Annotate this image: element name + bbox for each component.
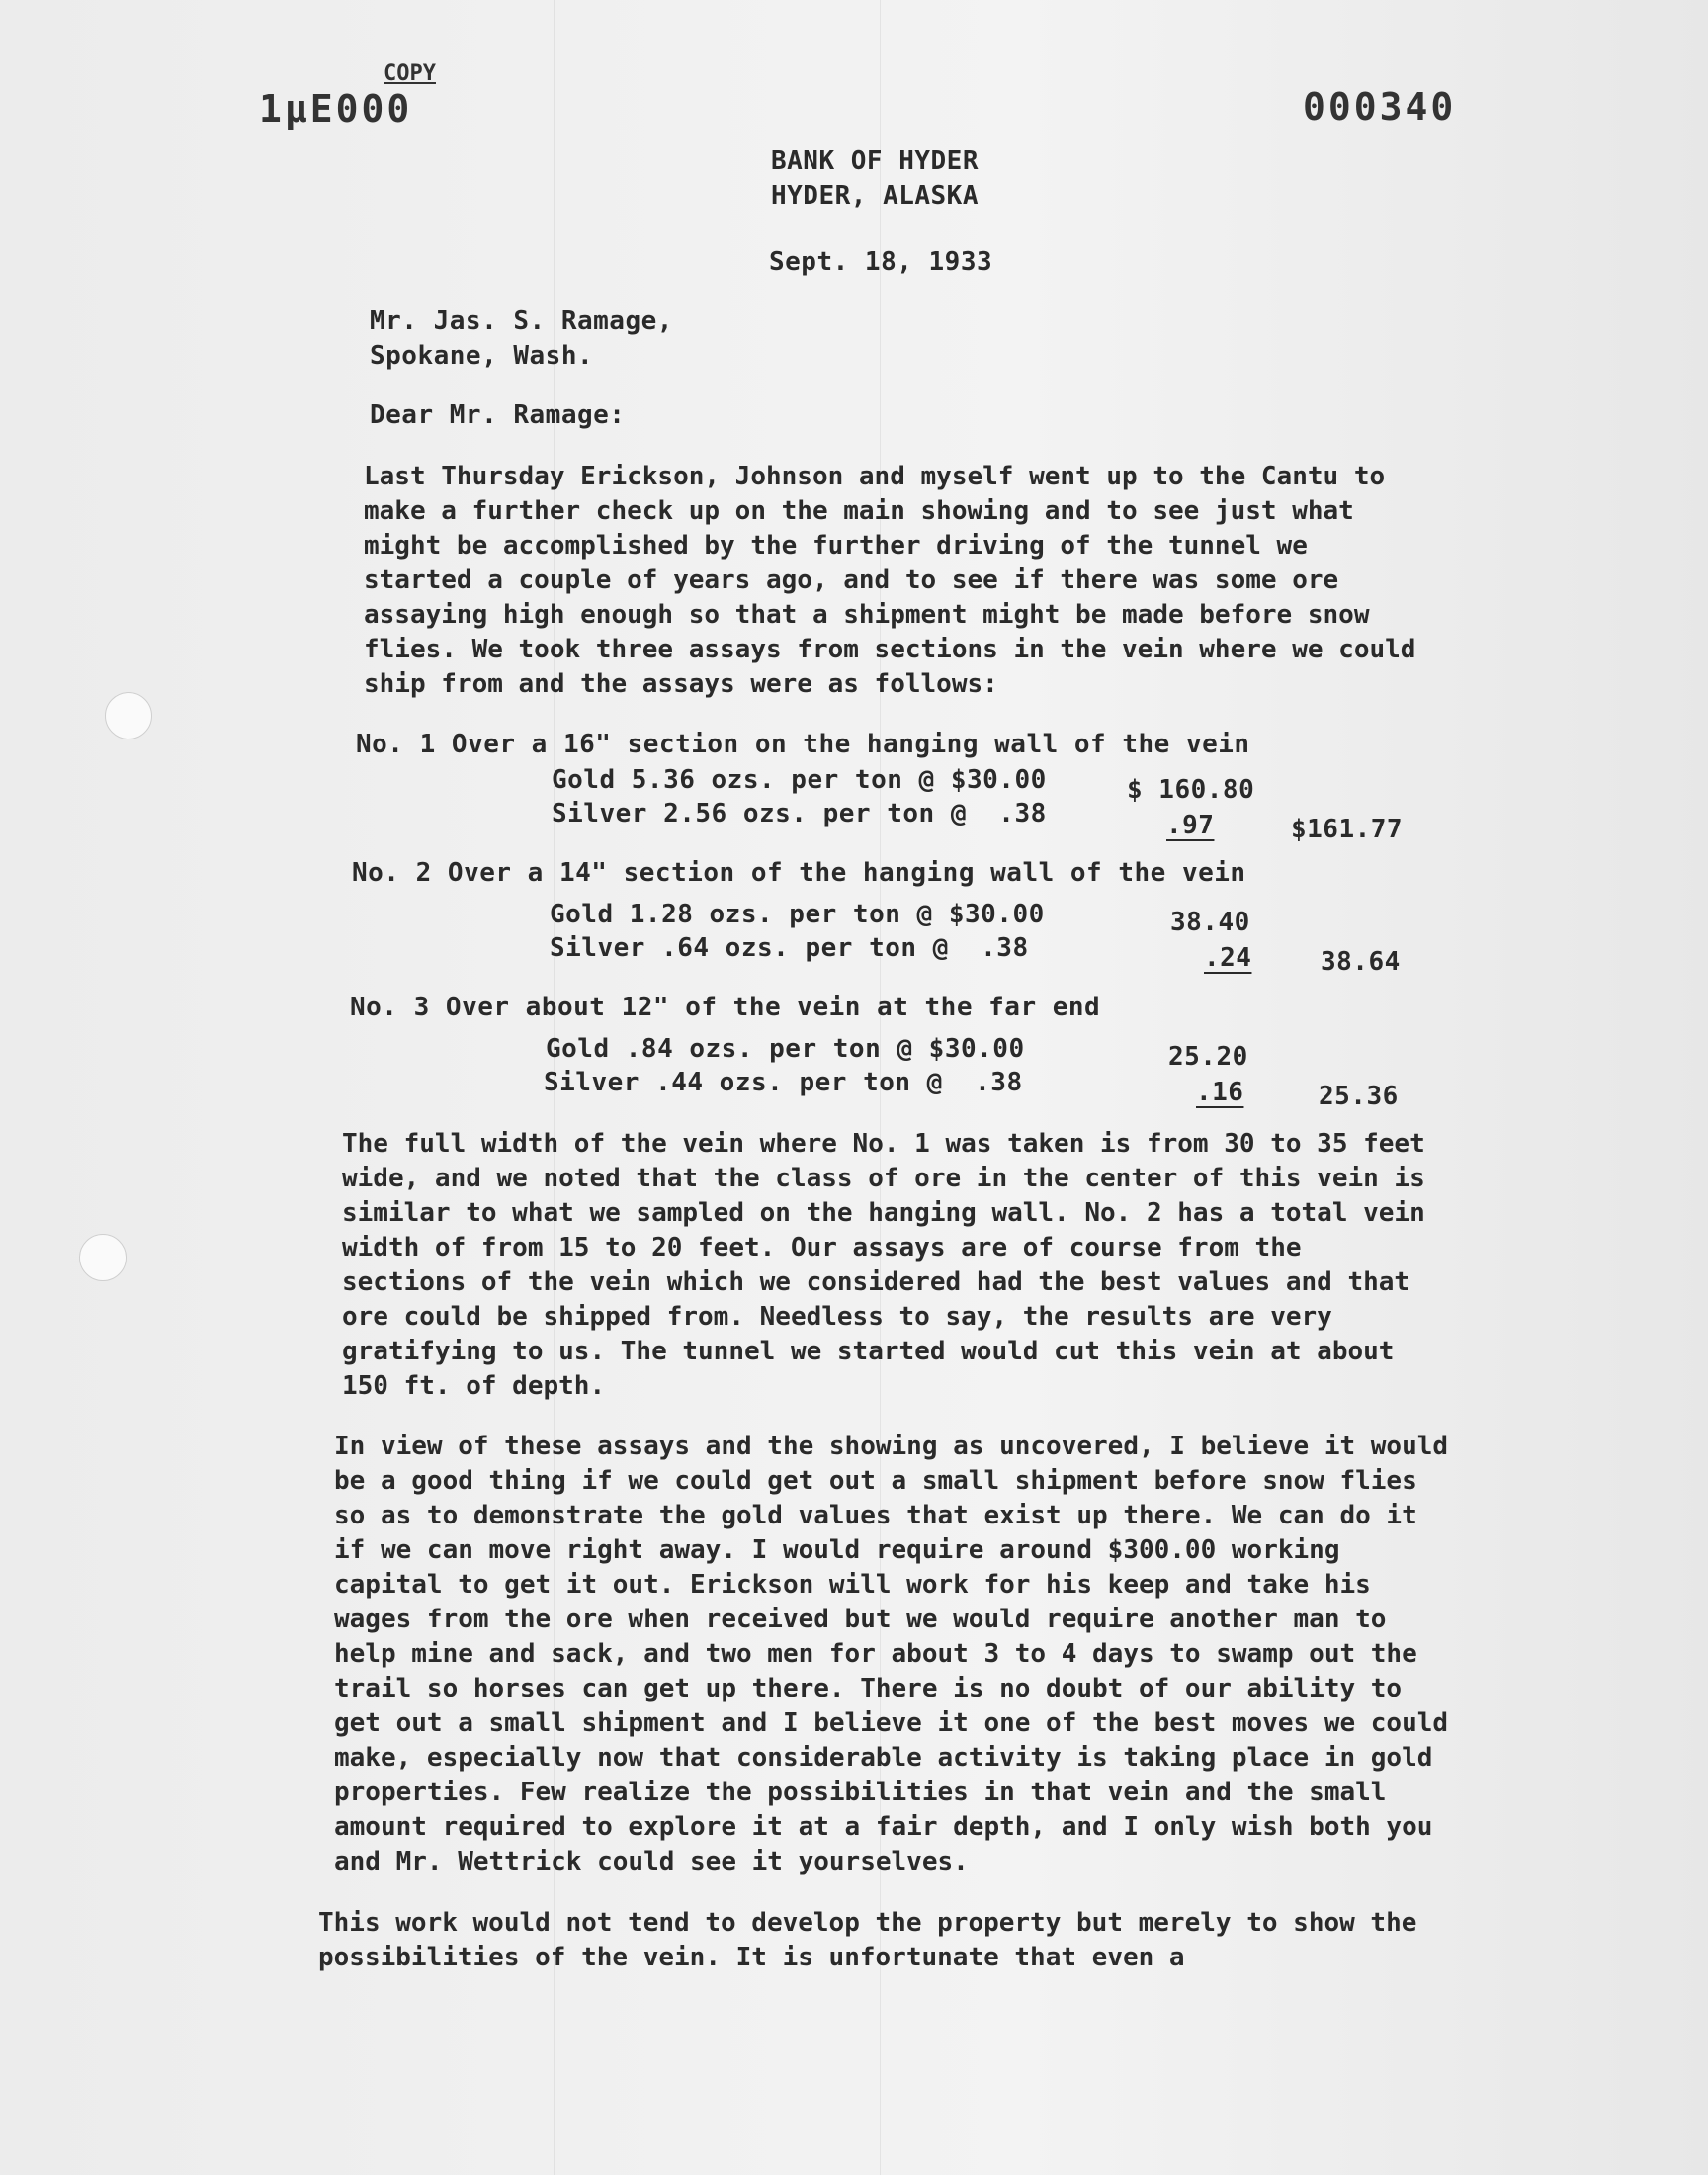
body-paragraph-2: The full width of the vein where No. 1 was taken is from 30 to 35 feet wide, and we noted that the class of ore in the center of this vein is similar to what we sampled on the hanging wall. No. 2 has a total vein width of from 15 to 20 feet. Our assays are of course from the sections of the vein which we considered had the best values and that ore could be shipped from. Needless to say, the results are very gratifying to us. The tunnel we started would cut this vein at about 150 ft. of depth.	[342, 1129, 1425, 1401]
assay-1-gold-value: $ 160.80	[1127, 775, 1255, 805]
punch-hole	[105, 692, 152, 740]
assay-1-gold: Gold 5.36 ozs. per ton @ $30.00	[552, 765, 1047, 795]
assay-1-total: $161.77	[1291, 815, 1404, 844]
assay-3-total: 25.36	[1319, 1082, 1399, 1111]
body-paragraph-1: Last Thursday Erickson, Johnson and myself went up to the Cantu to make a further check up on the main showing and to see just what might be accomplished by the further driving of the tunnel we started a couple of years ago, and to see if there was some ore assaying high enough so that a shipment might be made before snow flies. We took three assays from sections in the vein where we could ship from and the assays were as follows:	[364, 462, 1416, 699]
document-number-right: 000340	[1303, 85, 1457, 129]
letterhead-bank-name: BANK OF HYDER	[771, 146, 979, 176]
assay-2-silver-value: .24	[1204, 943, 1252, 973]
letter-date: Sept. 18, 1933	[769, 247, 993, 277]
punch-hole	[79, 1234, 127, 1281]
assay-2-total: 38.64	[1321, 947, 1401, 977]
salutation: Dear Mr. Ramage:	[370, 400, 626, 430]
letterhead-location: HYDER, ALASKA	[771, 181, 979, 211]
assay-3-gold-value: 25.20	[1168, 1042, 1248, 1072]
body-paragraph-3: In view of these assays and the showing as uncovered, I believe it would be a good thing if we could get out a small shipment before snow flies so as to demonstrate the gold values that exist up there. We can do it if we can move right away. I would require around $300.00 working capital to get it out. Erickson will work for his keep and take his wages from the ore when received but we would require another man to help mine and sack, and two men for about 3 to 4 days to swamp out the trail so horses can get up there. There is no doubt of our ability to get out a small shipment and I believe it one of the best moves we could make, especially now that considerable activity is taking place in gold properties. Few realize the possibilities in that vein and the small amount required to explore it at a fair depth, and I only wish both you and Mr. Wettrick could see it yourselves.	[334, 1432, 1449, 1876]
recipient-city: Spokane, Wash.	[370, 341, 594, 371]
assay-2-gold-value: 38.40	[1170, 908, 1250, 937]
assay-3-gold: Gold .84 ozs. per ton @ $30.00	[546, 1034, 1025, 1064]
recipient-name: Mr. Jas. S. Ramage,	[370, 306, 673, 336]
assay-3-silver-value: .16	[1196, 1078, 1244, 1107]
assay-3-heading: No. 3 Over about 12" of the vein at the far end	[350, 993, 1101, 1022]
assay-3-silver: Silver .44 ozs. per ton @ .38	[544, 1068, 1023, 1097]
copy-stamp: COPY	[384, 61, 436, 86]
assay-1-heading: No. 1 Over a 16" section on the hanging wall of the vein	[356, 730, 1250, 759]
assay-2-heading: No. 2 Over a 14" section of the hanging wall of the vein	[352, 858, 1246, 888]
assay-2-gold: Gold 1.28 ozs. per ton @ $30.00	[550, 900, 1045, 929]
body-paragraph-4: This work would not tend to develop the property but merely to show the possibilities of the vein. It is unfortunate that even a	[318, 1908, 1417, 1972]
assay-1-silver-value: .97	[1166, 811, 1215, 840]
document-number-left: 1μE000	[259, 87, 413, 130]
assay-2-silver: Silver .64 ozs. per ton @ .38	[550, 933, 1029, 963]
assay-1-silver: Silver 2.56 ozs. per ton @ .38	[552, 799, 1047, 828]
